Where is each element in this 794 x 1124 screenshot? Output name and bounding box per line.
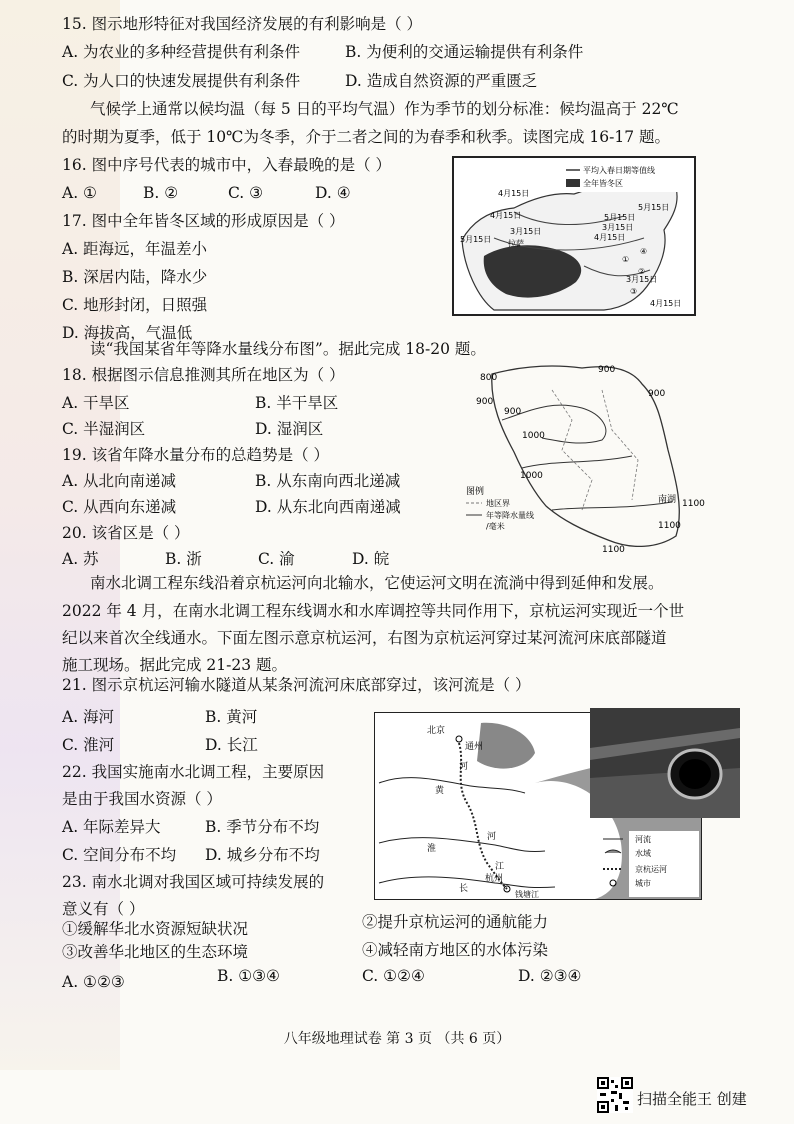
map3-legend: 城市 — [635, 879, 651, 888]
q23-statement-2: ②提升京杭运河的通航能力 — [362, 913, 549, 931]
map2-label: 1100 — [658, 521, 681, 531]
q20-option-b: B. 浙 — [165, 550, 202, 568]
q22-option-c: C. 空间分布不均 — [62, 846, 177, 864]
legend-city-symbol — [610, 880, 616, 886]
map3-label: 长 — [459, 884, 469, 894]
q21-option-b: B. 黄河 — [205, 708, 258, 726]
q21-option-a: A. 海河 — [62, 708, 115, 726]
map3-legend: 水域 — [635, 849, 651, 858]
isoline-1000 — [522, 456, 632, 468]
q18-option-d: D. 湿润区 — [255, 420, 324, 438]
map2-legend-iso: 年等降水量线 — [486, 511, 534, 520]
map2-label: 1000 — [520, 471, 543, 481]
map3-label: 杭州 — [485, 874, 504, 884]
city-marker-4: ④ — [640, 247, 648, 256]
map3-label: 河 — [487, 832, 497, 842]
q21-option-c: C. 淮河 — [62, 736, 115, 754]
tunnel-photo-svg — [590, 708, 740, 818]
map3-label: 淮 — [427, 844, 437, 854]
legend-area-label: 全年皆冬区 — [583, 179, 623, 188]
q23-option-a: A. ①②③ — [62, 973, 125, 991]
q22-option-a: A. 年际差异大 — [62, 818, 161, 836]
spring-onset-map — [452, 156, 696, 316]
q15-option-b: B. 为便利的交通运输提供有利条件 — [345, 43, 584, 61]
q23-statement-3: ③改善华北地区的生态环境 — [62, 943, 249, 961]
q17-option-d: D. 海拔高，气温低 — [62, 324, 193, 342]
map2-label: 900 — [476, 397, 494, 407]
q19-option-c: C. 从西向东递减 — [62, 498, 177, 516]
q21-option-d: D. 长江 — [205, 736, 258, 754]
map1-label: 5月15日 — [638, 203, 670, 212]
map3-label: 钱塘江 — [515, 890, 539, 899]
q22-stem-line1: 22. 我国实施南水北调工程，主要原因 — [62, 763, 325, 781]
q19-option-a: A. 从北向南递减 — [62, 472, 177, 490]
district-border — [602, 390, 638, 500]
q19-option-d: D. 从东北向西南递减 — [255, 498, 401, 516]
map1-label: 4月15日 — [594, 233, 626, 242]
intro21-line2: 2022 年 4 月，在南水北调工程东线调水和水库调控等共同作用下，京杭运河实现近一个世 — [62, 602, 685, 620]
map2-legend-border: 地区界 — [486, 499, 510, 508]
map2-label: 900 — [648, 389, 666, 399]
q20-option-a: A. 苏 — [62, 550, 99, 568]
city-marker-2: ② — [638, 267, 646, 276]
map1-label: 5月15日 — [604, 213, 636, 222]
map2-label: 900 — [598, 365, 616, 375]
map3-legend: 京杭运河 — [635, 865, 667, 874]
map2-label: 1100 — [602, 545, 625, 555]
q16-option-d: D. ④ — [315, 184, 351, 202]
intro16-line1: 气候学上通常以候均温（每 5 日的平均气温）作为季节的划分标准：候均温高于 22℃ — [90, 100, 679, 118]
city-marker-1: ① — [622, 255, 630, 264]
q17-option-b: B. 深居内陆，降水少 — [62, 268, 208, 286]
map1-label: 3月15日 — [602, 223, 634, 232]
district-border — [552, 390, 592, 510]
yellow-river — [379, 778, 525, 793]
map1-label: 3月15日 — [510, 227, 542, 236]
q17-option-c: C. 地形封闭，日照强 — [62, 296, 208, 314]
q16-stem: 16. 图中序号代表的城市中，入春最晚的是（ ） — [62, 156, 392, 174]
q16-option-b: B. ② — [143, 184, 179, 202]
map3-legend: 河流 — [635, 835, 651, 844]
precipitation-map-svg — [462, 360, 712, 558]
q19-option-b: B. 从东南向西北递减 — [255, 472, 401, 490]
spring-onset-map-svg — [454, 158, 694, 314]
map3-label: 河 — [459, 762, 469, 772]
map1-label: 4月15日 — [498, 189, 530, 198]
q20-stem: 20. 该省区是（ ） — [62, 524, 190, 542]
q16-option-c: C. ③ — [228, 184, 264, 202]
q21-stem: 21. 图示京杭运河输水隧道从某条河流河床底部穿过，该河流是（ ） — [62, 676, 531, 694]
beijing-dot — [456, 736, 462, 742]
q23-option-d: D. ②③④ — [518, 967, 582, 985]
q15-option-a: A. 为农业的多种经营提供有利条件 — [62, 43, 301, 61]
qr-code — [597, 1077, 633, 1113]
q15-option-c: C. 为人口的快速发展提供有利条件 — [62, 72, 301, 90]
q15-stem: 15. 图示地形特征对我国经济发展的有利影响是（ ） — [62, 15, 423, 33]
map2-label: 800 — [480, 373, 498, 383]
map2-label: 1000 — [522, 431, 545, 441]
map2-label: 900 — [504, 407, 522, 417]
q22-option-d: D. 城乡分布不均 — [205, 846, 320, 864]
q23-option-c: C. ①②④ — [362, 967, 425, 985]
intro16-line2: 的时期为夏季，低于 10℃为冬季，介于二者之间的为春季和秋季。读图完成 16-17 题。 — [62, 128, 671, 146]
q23-stem-line1: 23. 南水北调对我国区域可持续发展的 — [62, 873, 325, 891]
intro21-line4: 施工现场。据此完成 21-23 题。 — [62, 656, 288, 674]
q19-stem: 19. 该省年降水量分布的总趋势是（ ） — [62, 446, 330, 464]
city-marker-3: ③ — [630, 287, 638, 296]
tunnel-photo — [590, 708, 740, 818]
q20-option-c: C. 渝 — [258, 550, 295, 568]
q17-stem: 17. 图中全年皆冬区域的形成原因是（ ） — [62, 212, 345, 230]
map1-label: 拉萨 — [508, 239, 524, 248]
map1-label: 4月15日 — [650, 299, 682, 308]
q23-option-b: B. ①③④ — [217, 967, 280, 985]
q23-stem-line2: 意义有（ ） — [62, 900, 145, 918]
q22-stem-line2: 是由于我国水资源（ ） — [62, 790, 222, 808]
q18-stem: 18. 根据图示信息推测其所在地区为（ ） — [62, 366, 345, 384]
huai-river — [379, 838, 545, 852]
map3-label: 黄 — [435, 786, 445, 796]
map3-label: 江 — [495, 862, 505, 872]
map2-legend-unit: /毫米 — [486, 522, 505, 531]
q16-option-a: A. ① — [62, 184, 97, 202]
q15-option-d: D. 造成自然资源的严重匮乏 — [345, 72, 538, 90]
q20-option-d: D. 皖 — [352, 550, 390, 568]
q23-statement-1: ①缓解华北水资源短缺状况 — [62, 920, 249, 938]
q18-option-a: A. 干旱区 — [62, 394, 130, 412]
map2-label: 南湖 — [658, 495, 677, 505]
q17-option-a: A. 距海远，年温差小 — [62, 240, 208, 258]
map1-label: 3月15日 — [626, 275, 658, 284]
intro21-line1: 南水北调工程东线沿着京杭运河向北输水，它使运河文明在流淌中得到延伸和发展。 — [90, 574, 664, 592]
map3-label: 通州 — [465, 742, 484, 752]
intro18: 读“我国某省年等降水量线分布图”。据此完成 18-20 题。 — [90, 340, 486, 358]
scanner-brand: 扫描全能王 创建 — [637, 1090, 747, 1108]
legend-line-label: 平均入春日期等值线 — [583, 166, 655, 175]
map3-label: 北京 — [427, 726, 446, 736]
intro21-line3: 纪以来首次全线通水。下面左图示意京杭运河，右图为京杭运河穿过某河流河床底部隧道 — [62, 629, 667, 647]
q18-option-c: C. 半湿润区 — [62, 420, 146, 438]
precipitation-map — [462, 360, 712, 558]
map2-legend-title: 图例 — [466, 487, 485, 497]
q18-option-b: B. 半干旱区 — [255, 394, 339, 412]
tunnel-inner — [679, 759, 711, 789]
map2-label: 1100 — [682, 499, 705, 509]
bohai-sea — [477, 723, 535, 769]
isoline-1100 — [552, 502, 672, 510]
q23-statement-4: ④减轻南方地区的水体污染 — [362, 941, 549, 959]
page-footer: 八年级地理试卷 第 3 页 （共 6 页） — [283, 1031, 511, 1047]
qr-code-svg — [597, 1077, 633, 1113]
legend-area-symbol — [566, 179, 580, 187]
legend-water-symbol — [605, 850, 621, 853]
map1-label: 4月15日 — [490, 211, 522, 220]
q22-option-b: B. 季节分布不均 — [205, 818, 320, 836]
map1-label: 5月15日 — [460, 235, 492, 244]
